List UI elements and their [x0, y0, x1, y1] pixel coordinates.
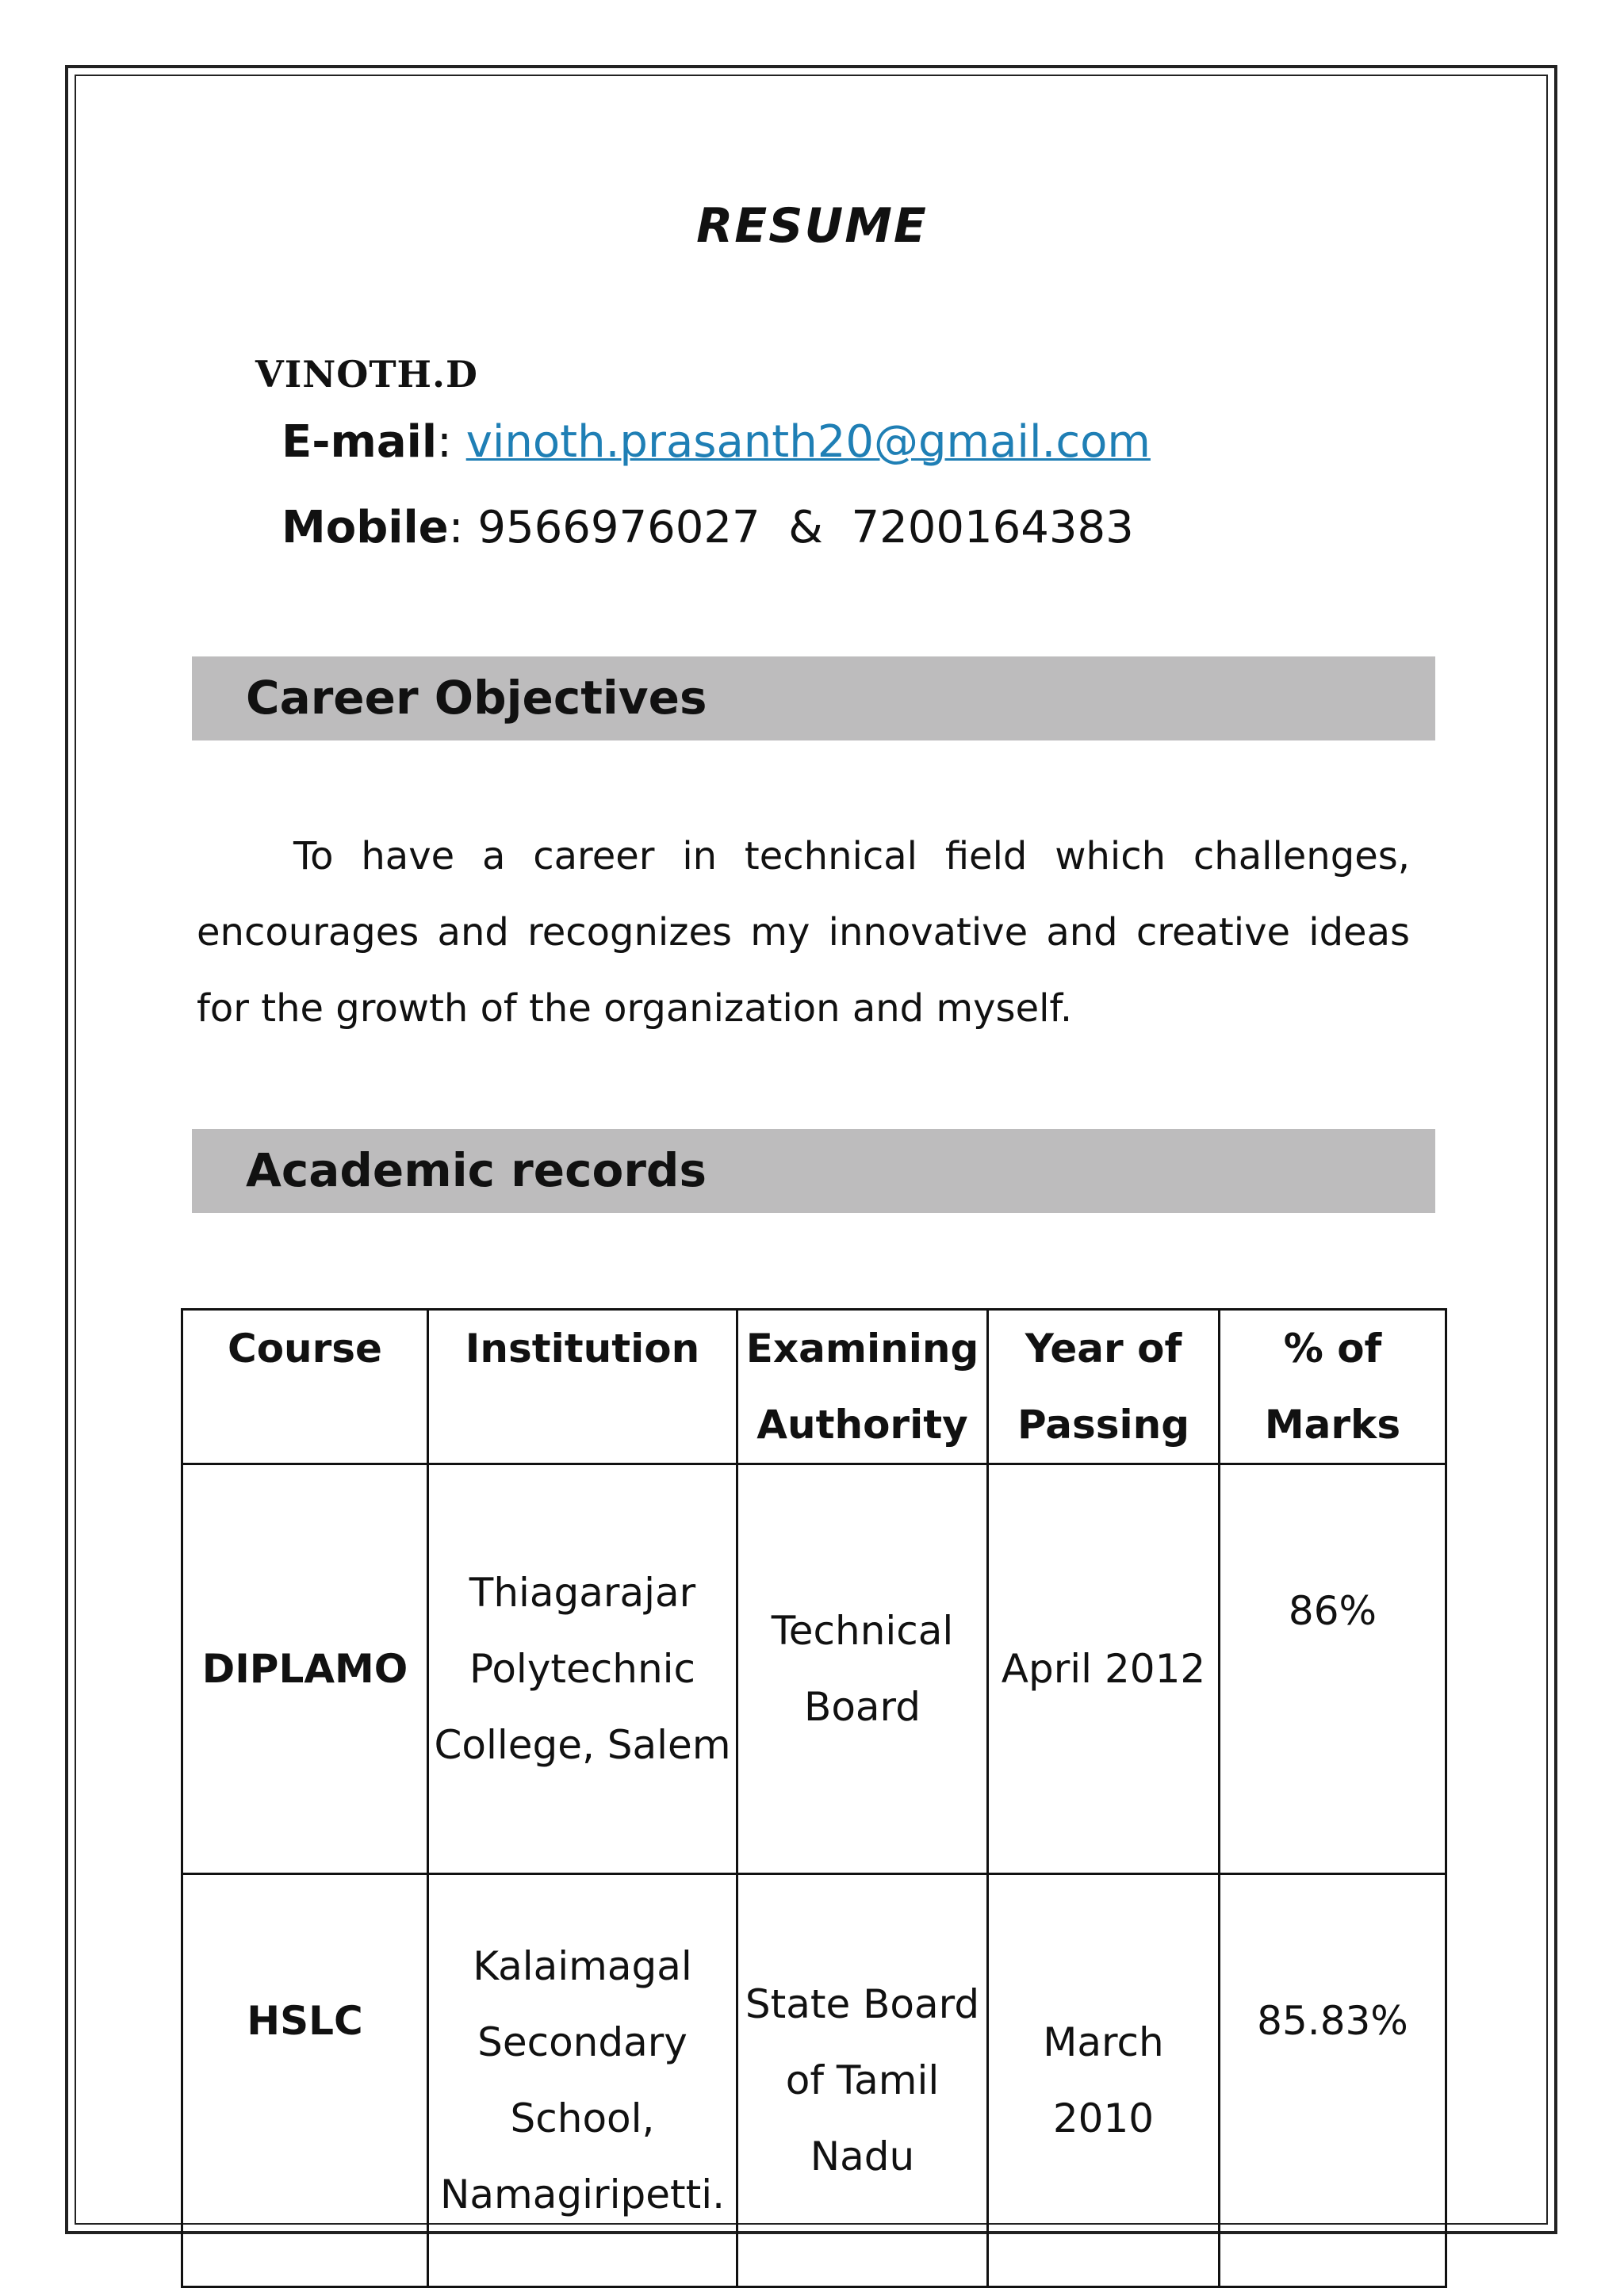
mobile-numbers: 9566976027 & 7200164383 [477, 502, 1134, 553]
cell-marks: 85.83% [1220, 1874, 1446, 2287]
cell-marks: 86% [1220, 1464, 1446, 1874]
header-course: Course [182, 1310, 428, 1464]
career-objectives-heading: Career Objectives [246, 671, 707, 725]
career-objectives-bar [192, 656, 1435, 740]
cell-year: April 2012 [988, 1464, 1220, 1874]
email-label: E-mail [282, 416, 438, 468]
header-year-of-passing: Year of Passing [988, 1310, 1220, 1464]
cell-authority: Technical Board [737, 1464, 988, 1874]
cell-authority: State Board of Tamil Nadu [737, 1874, 988, 2287]
table-header-row [182, 1310, 1446, 1464]
candidate-name: VINOTH.D [255, 353, 478, 396]
header-examining-authority: Examining Authority [737, 1310, 988, 1464]
academic-records-bar [192, 1129, 1435, 1213]
table-row [182, 1874, 1446, 2287]
mobile-line: Mobile: 9566976027 & 7200164383 [282, 502, 1134, 553]
header-percent-of-marks: % of Marks [1220, 1310, 1446, 1464]
mobile-label: Mobile [282, 502, 449, 553]
table-row [182, 1464, 1446, 1874]
academic-records-heading: Academic records [246, 1143, 707, 1197]
cell-course: HSLC [182, 1874, 428, 2287]
cell-institution: Kalaimagal Secondary School, Namagiripetti. [428, 1874, 737, 2287]
career-objective-text: To have a career in technical field which challenges, encourages and recognizes my innovative and creative ideas for the growth of the organization and myself. [197, 834, 1410, 1031]
resume-title: RESUME [696, 198, 928, 254]
header-institution: Institution [428, 1310, 737, 1464]
email-link[interactable]: vinoth.prasanth20@gmail.com [465, 416, 1151, 468]
cell-year: March 2010 [988, 1874, 1220, 2287]
academic-records-table [181, 1308, 1447, 2288]
cell-course: DIPLAMO [182, 1464, 428, 1874]
cell-institution: Thiagarajar Polytechnic College, Salem [428, 1464, 737, 1874]
email-line: E-mail: vinoth.prasanth20@gmail.com [282, 416, 1151, 468]
